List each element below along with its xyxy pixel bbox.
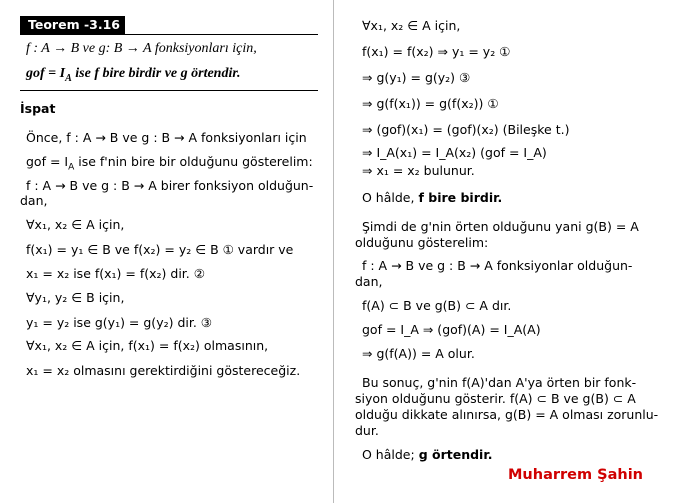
proof-left-line-9: y₁ = y₂ ise g(y₁) = g(y₂) dir. ③ xyxy=(26,315,212,330)
proof-right-line-12: dan, xyxy=(355,274,383,289)
proof-right-line-17: siyon olduğunu gösterir. f(A) ⊂ B ve g(B) ⊂ A xyxy=(355,391,636,406)
proof-left-line-6: f(x₁) = y₁ ∈ B ve f(x₂) = y₂ ∈ B ① vardır ve xyxy=(26,242,294,257)
proof-left-line-8: ∀y₁, y₂ ∈ B için, xyxy=(26,290,125,305)
theorem-line-1: f : A → B ve g: B → A fonksiyonları için, xyxy=(26,41,257,56)
proof-right-line-11: f : A → B ve g : B → A fonksiyonlar olduğun- xyxy=(362,258,633,273)
proof-right-line-18: olduğu dikkate alınırsa, g(B) = A olması zorunlu- xyxy=(355,407,659,422)
proof-left-line-11: x₁ = x₂ olmasını gerektirdiğini göstereceğiz. xyxy=(26,363,301,378)
proof-right-line-14: gof = I_A ⇒ (gof)(A) = I_A(A) xyxy=(362,322,541,337)
proof-right-line-16: Bu sonuç, g'nin f(A)'dan A'ya örten bir fonk- xyxy=(362,375,637,390)
proof-right-line-15: ⇒ g(f(A)) = A olur. xyxy=(362,346,475,361)
proof-heading: İspat xyxy=(20,101,56,116)
proof-left-line-2: gof = $I_A$ ise f'nin bire bir olduğunu gösterelim: xyxy=(26,154,313,173)
proof-right-line-6: ⇒ I_A(x₁) = I_A(x₂) (gof = I_A) xyxy=(362,145,547,160)
proof-left-line-10: ∀x₁, x₂ ∈ A için, f(x₁) = f(x₂) olmasının, xyxy=(26,338,269,353)
proof-right-line-2: f(x₁) = f(x₂) ⇒ y₁ = y₂ ① xyxy=(362,44,511,59)
proof-left-line-1: Önce, f : A → B ve g : B → A fonksiyonları için xyxy=(26,130,307,145)
proof-right-line-1: ∀x₁, x₂ ∈ A için, xyxy=(362,18,461,33)
theorem-title: Teorem -3.16 xyxy=(20,16,125,34)
proof-right-line-5: ⇒ (gof)(x₁) = (gof)(x₂) (Bileşke t.) xyxy=(362,122,570,137)
column-divider xyxy=(333,0,334,503)
proof-right-line-19: dur. xyxy=(355,423,379,438)
author-signature: Muharrem Şahin xyxy=(508,467,643,483)
proof-right-line-20: O hâlde; g örtendir. xyxy=(362,447,493,462)
proof-right-line-7: ⇒ x₁ = x₂ bulunur. xyxy=(362,163,475,178)
proof-right-line-13: f(A) ⊂ B ve g(B) ⊂ A dır. xyxy=(362,298,512,313)
proof-right-line-8: O hâlde, f bire birdir. xyxy=(362,190,503,205)
proof-left-line-4: dan, xyxy=(20,193,48,208)
theorem-bottom-rule xyxy=(20,90,318,91)
theorem-line-2: gof = $I_A$ ise f bire birdir ve g örtendir. xyxy=(26,66,241,84)
proof-right-line-10: olduğunu gösterelim: xyxy=(355,235,489,250)
proof-left-line-7: x₁ = x₂ ise f(x₁) = f(x₂) dir. ② xyxy=(26,266,205,281)
proof-right-line-4: ⇒ g(f(x₁)) = g(f(x₂)) ① xyxy=(362,96,499,111)
theorem-title-rule xyxy=(20,34,318,35)
proof-right-line-3: ⇒ g(y₁) = g(y₂) ③ xyxy=(362,70,471,85)
proof-right-line-9: Şimdi de g'nin örten olduğunu yani g(B) = A xyxy=(362,219,639,234)
proof-left-line-3: f : A → B ve g : B → A birer fonksiyon olduğun- xyxy=(26,178,314,193)
proof-left-line-5: ∀x₁, x₂ ∈ A için, xyxy=(26,217,125,232)
